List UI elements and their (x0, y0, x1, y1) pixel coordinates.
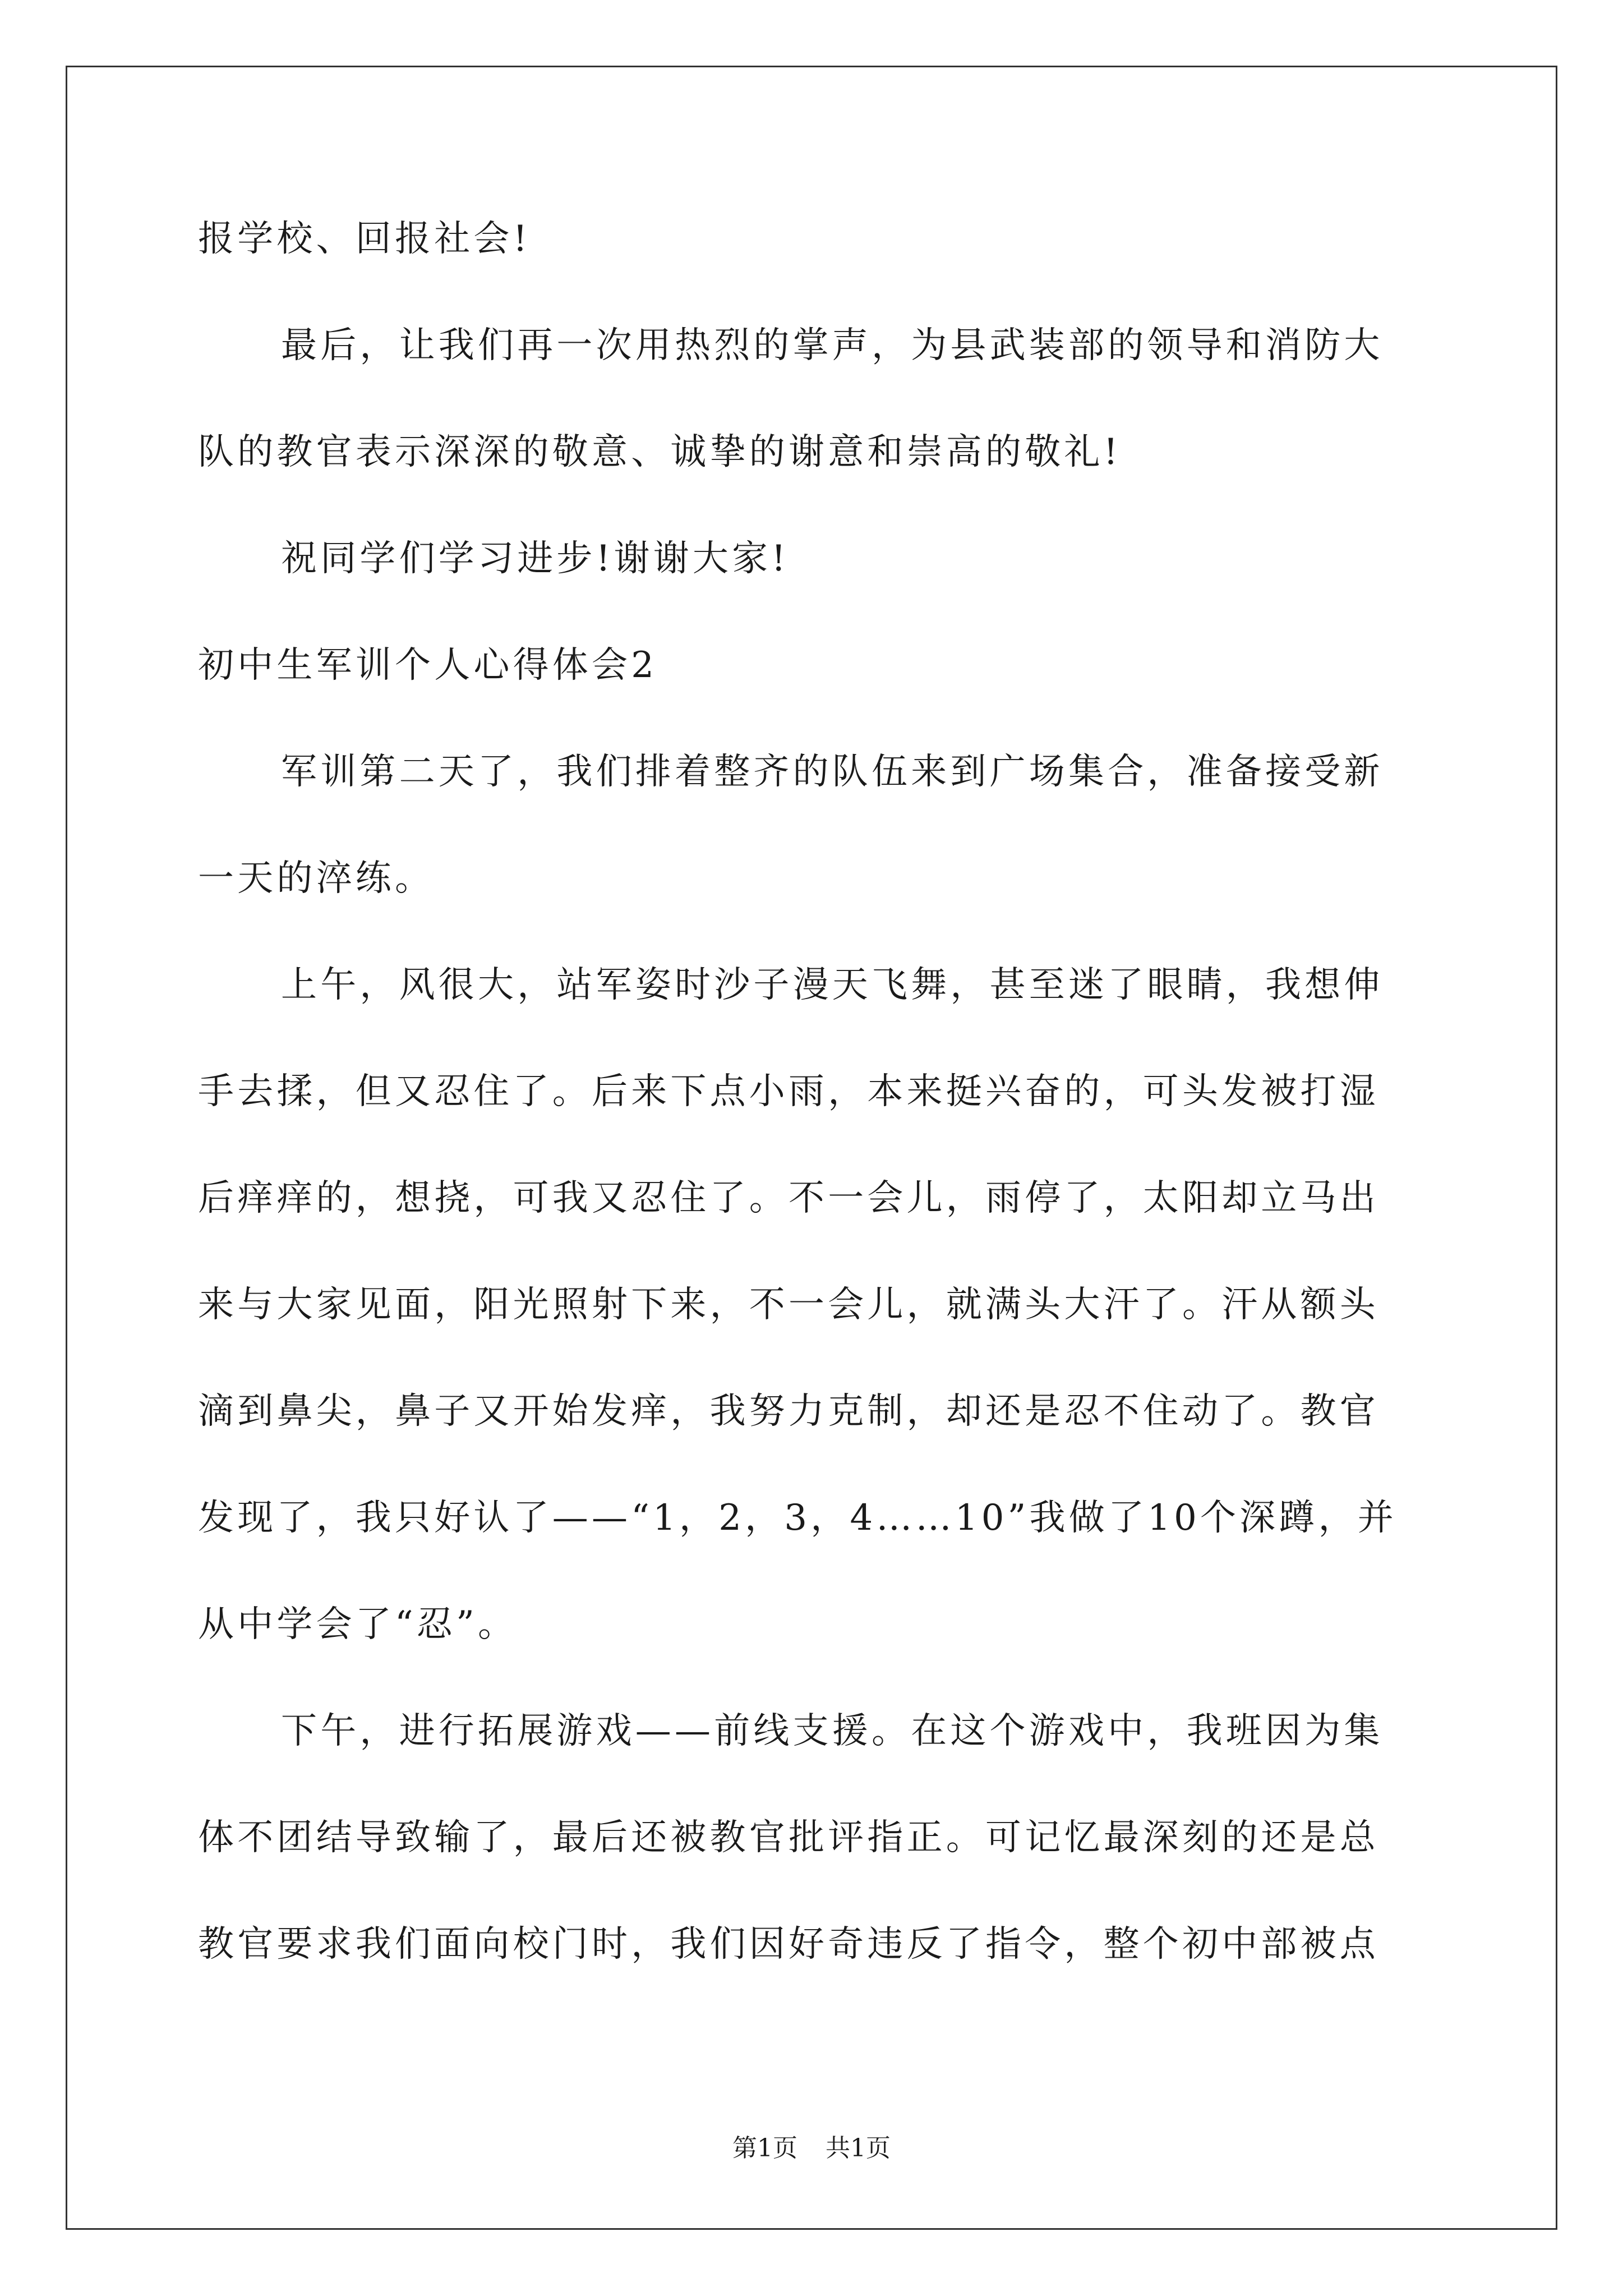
text-line: 上午，风很大，站军姿时沙子漫天飞舞，甚至迷了眼睛，我想伸 (281, 964, 1384, 1006)
page-number: 第1页 (732, 2134, 797, 2162)
text-line: 滴到鼻尖，鼻子又开始发痒，我努力克制，却还是忍不住动了。教官 (198, 1391, 1379, 1432)
page-total: 共1页 (826, 2134, 891, 2162)
text-line: 手去揉，但又忍住了。后来下点小雨，本来挺兴奋的，可头发被打湿 (198, 1071, 1379, 1112)
text-line: 从中学会了“忍”。 (198, 1604, 518, 1645)
text-line: 最后，让我们再一次用热烈的掌声，为县武装部的领导和消防大 (281, 325, 1384, 366)
text-line: 体不团结导致输了，最后还被教官批评指正。可记忆最深刻的还是总 (198, 1817, 1379, 1858)
text-line: 教官要求我们面向校门时，我们因好奇违反了指令，整个初中部被点 (198, 1924, 1379, 1965)
document-body (198, 219, 1432, 2031)
text-line: 报学校、回报社会! (198, 218, 531, 260)
text-line: 下午，进行拓展游戏——前线支援。在这个游戏中，我班因为集 (281, 1710, 1384, 1752)
text-line: 发现了，我只好认了——“1，2，3，4……10”我做了10个深蹲，并 (198, 1497, 1397, 1539)
text-line: 队的教官表示深深的敬意、诚挚的谢意和崇高的敬礼! (198, 431, 1122, 473)
page-footer (0, 2134, 1623, 2162)
text-line: 军训第二天了，我们排着整齐的队伍来到广场集合，准备接受新 (281, 751, 1384, 793)
text-line: 来与大家见面，阳光照射下来，不一会儿，就满头大汗了。汗从额头 (198, 1284, 1379, 1326)
text-line: 后痒痒的，想挠，可我又忍住了。不一会儿，雨停了，太阳却立马出 (198, 1177, 1379, 1219)
section-heading: 初中生军训个人心得体会2 (198, 645, 658, 686)
text-line: 祝同学们学习进步!谢谢大家! (281, 538, 790, 579)
text-line: 一天的淬练。 (198, 858, 435, 899)
